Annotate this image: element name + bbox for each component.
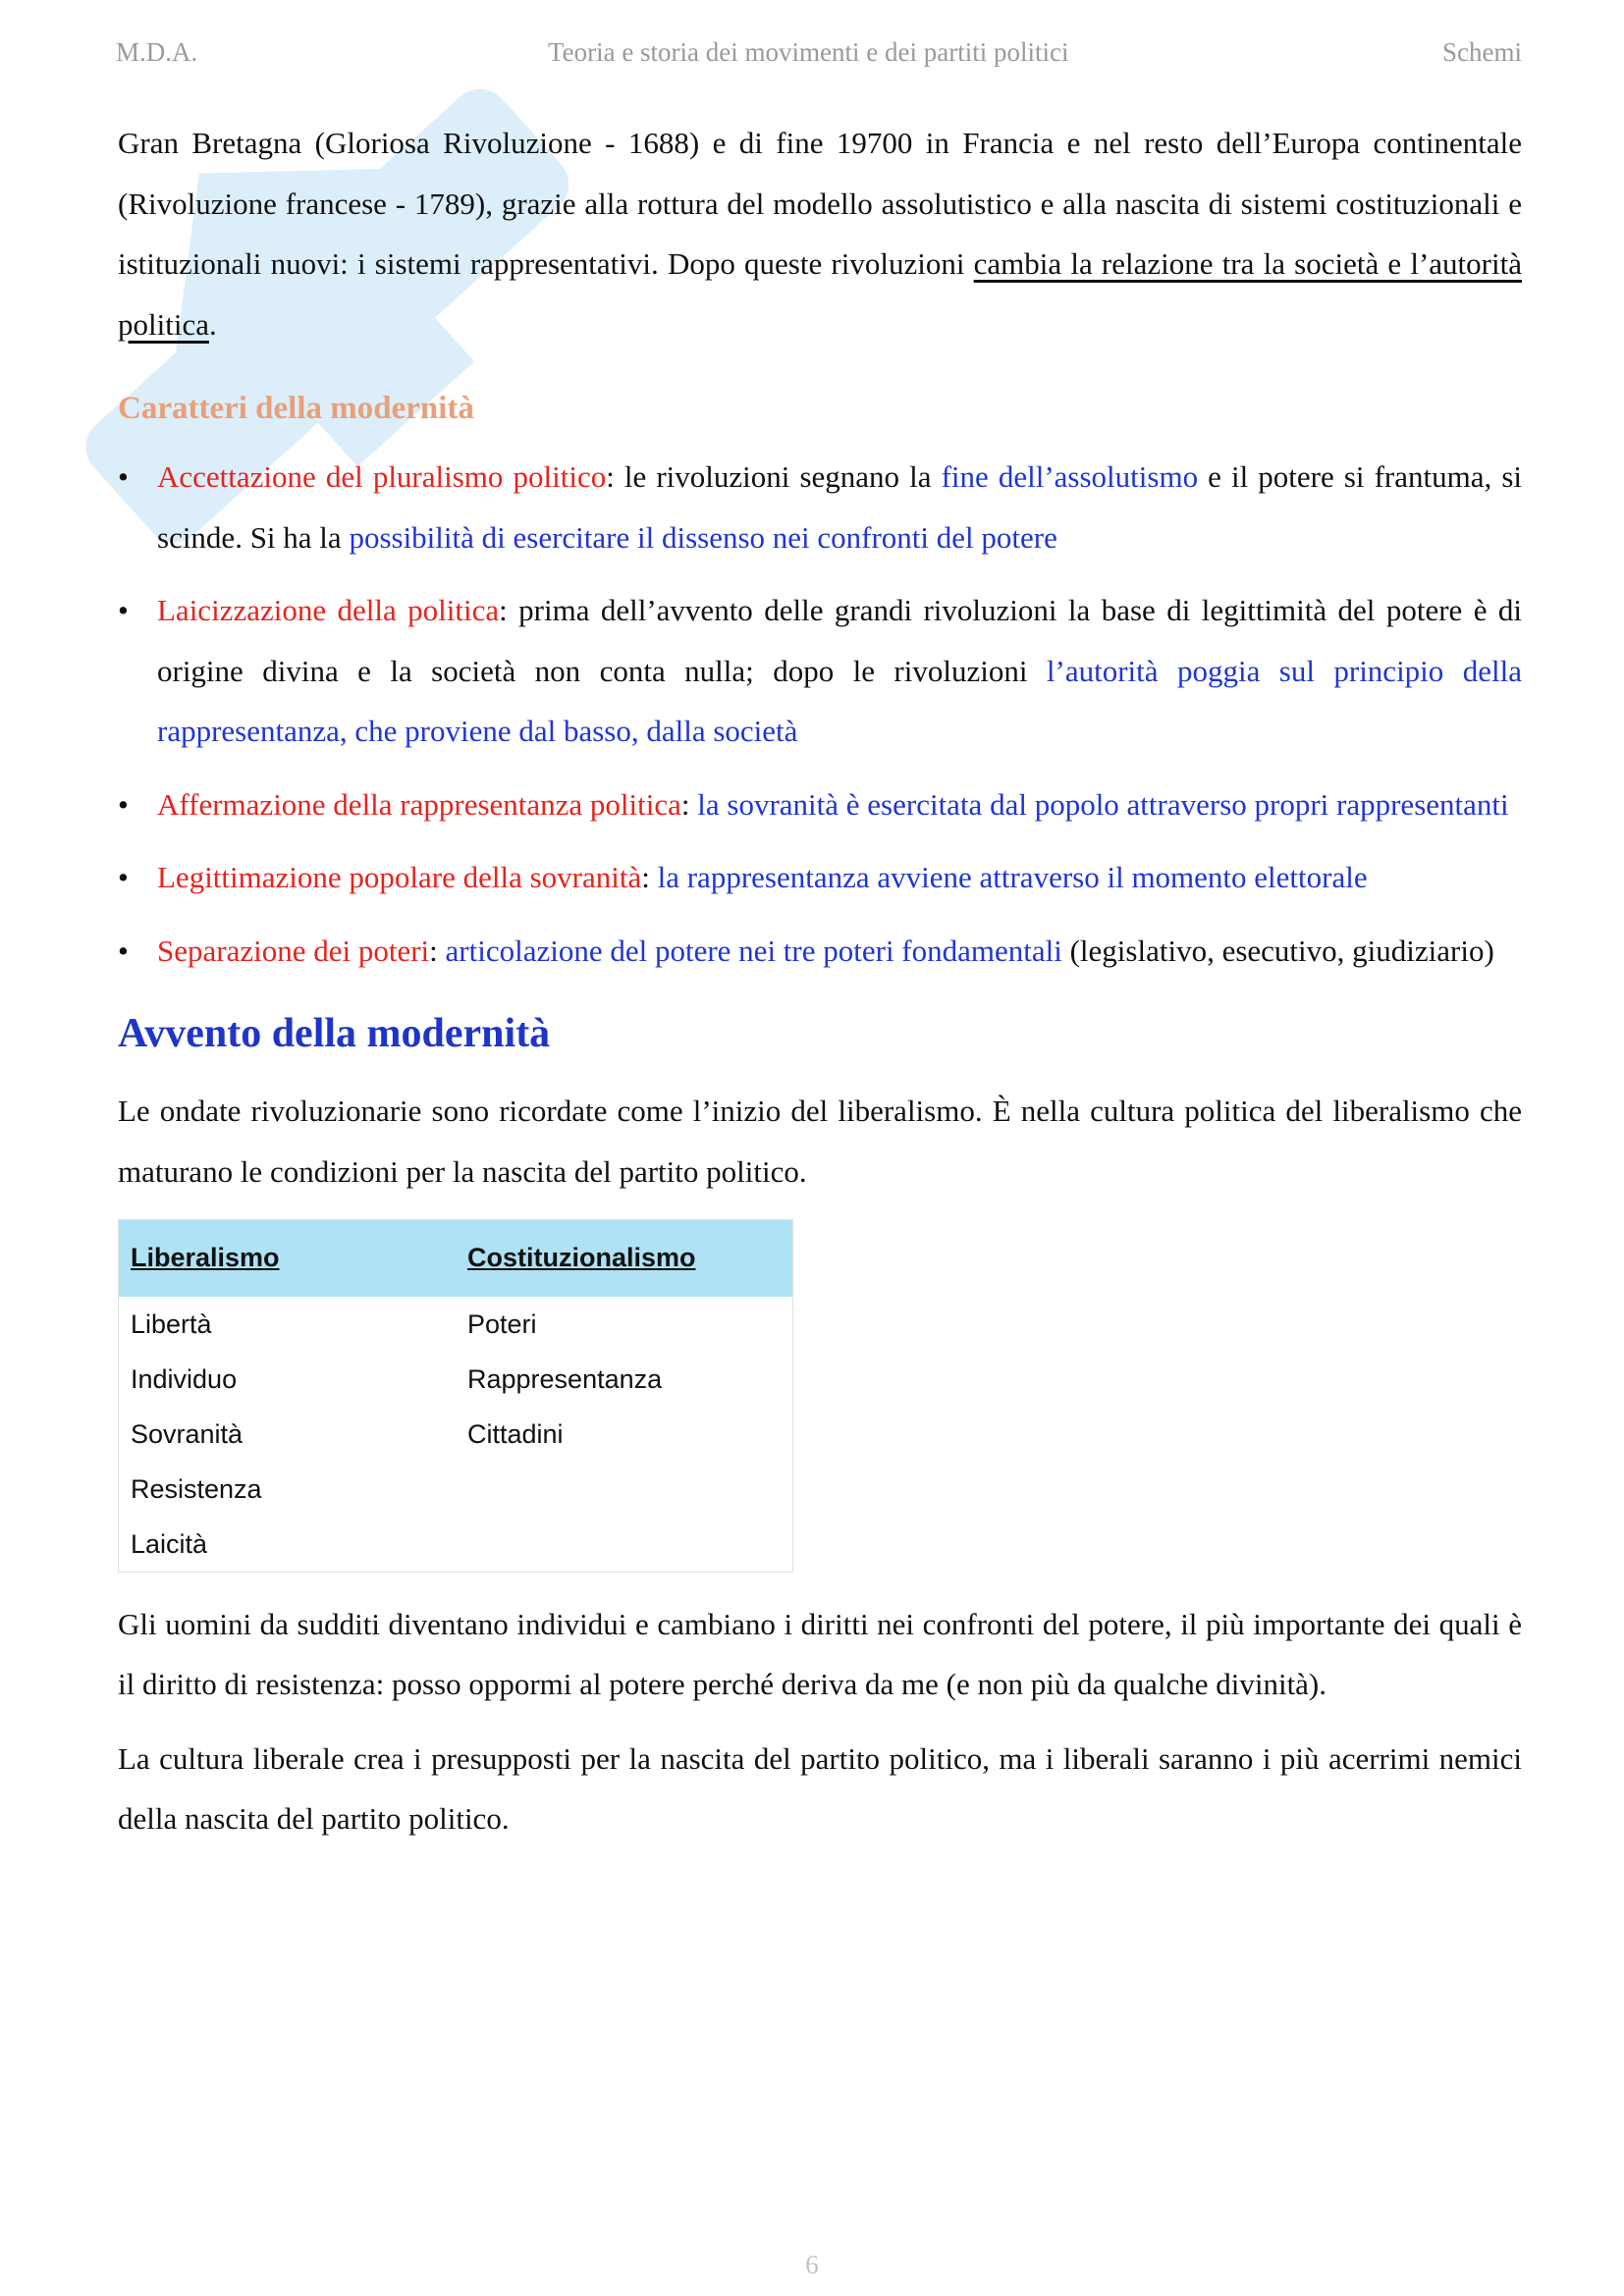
list-item: • Legittimazione popolare della sovranità: la rappresentanza avviene attraverso il momento elettorale xyxy=(118,847,1522,908)
page-number: 6 xyxy=(805,2250,819,2279)
underlined-phrase: cambia la relazione tra la società e l’autorità politica xyxy=(118,246,1522,342)
paragraph-sudditi: Gli uomini da sudditi diventano individui e cambiano i diritti nei confronti del potere, il più importante dei quali è il diritto di resistenza: posso oppormi al potere perché deriva da me (e non più da qualche divinità). xyxy=(118,1606,1522,1701)
page-header xyxy=(116,37,1522,77)
list-item: • Separazione dei poteri: articolazione del potere nei tre poteri fondamentali (legislativo, esecutivo, giudiziario) xyxy=(118,921,1522,982)
table-row xyxy=(119,1352,793,1407)
table-row xyxy=(119,1462,793,1517)
header-section: Schemi xyxy=(1442,37,1522,67)
section-heading-avvento: Avvento della modernità xyxy=(118,1011,551,1056)
header-author: M.D.A. xyxy=(116,37,198,67)
subheading-caratteri: Caratteri della modernità xyxy=(118,391,474,426)
table-header-cell: Costituzionalismo xyxy=(456,1220,793,1297)
table-row xyxy=(119,1517,793,1573)
document-body xyxy=(118,113,1522,1849)
list-item: • Laicizzazione della politica: prima dell’avvento delle grandi rivoluzioni la base di legittimità del potere è di origine divina e la società non conta nulla; dopo le rivoluzioni l’autorità poggia sul principio della rappresentanza, che proviene dal basso, dalla società xyxy=(118,580,1522,762)
header-course-title: Teoria e storia dei movimenti e dei partiti politici xyxy=(548,37,1069,67)
list-item: • Accettazione del pluralismo politico: le rivoluzioni segnano la fine dell’assolutismo e il potere si frantuma, si scinde. Si ha la possibilità di esercitare il dissenso nei confronti del potere xyxy=(118,447,1522,567)
table-cell: Resistenza xyxy=(131,1473,262,1504)
table-header-row xyxy=(119,1220,793,1297)
table-cell: Laicità xyxy=(131,1528,208,1559)
table-cell: Sovranità xyxy=(131,1418,244,1449)
liberalismo-table xyxy=(118,1219,793,1573)
paragraph-cultura-liberale: La cultura liberale crea i presupposti per la nascita del partito politico, ma i liberali saranno i più acerrimi nemici della nascita del partito politico. xyxy=(118,1740,1522,1836)
paragraph-ondate: Le ondate rivoluzionarie sono ricordate come l’inizio del liberalismo. È nella cultura politica del liberalismo che maturano le condizioni per la nascita del partito politico. xyxy=(118,1094,1522,1189)
table-cell: Poteri xyxy=(467,1308,537,1339)
table-header-cell: Liberalismo xyxy=(119,1220,457,1297)
table-cell xyxy=(456,1517,793,1573)
table-cell xyxy=(456,1462,793,1517)
table-cell: Libertà xyxy=(131,1308,212,1339)
table-cell: Individuo xyxy=(131,1363,238,1394)
list-item: • Affermazione della rappresentanza politica: la sovranità è esercitata dal popolo attraverso propri rappresentanti xyxy=(118,774,1522,835)
table-row xyxy=(119,1407,793,1462)
table-cell: Rappresentanza xyxy=(467,1363,663,1394)
table-row xyxy=(119,1297,793,1352)
table-cell: Cittadini xyxy=(467,1418,564,1449)
caratteri-list xyxy=(118,447,1522,981)
intro-paragraph: Gran Bretagna (Gloriosa Rivoluzione - 1688) e di fine 19700 in Francia e nel resto dell’Europa continentale (Rivoluzione francese - 1789), grazie alla rottura del modello assolutistico e alla nascita di sistemi costituzionali e istituzionali nuovi: i sistemi rappresentativi. Dopo queste rivoluzioni cambia la relazione tra la società e l’autorità politica. xyxy=(118,126,1522,342)
